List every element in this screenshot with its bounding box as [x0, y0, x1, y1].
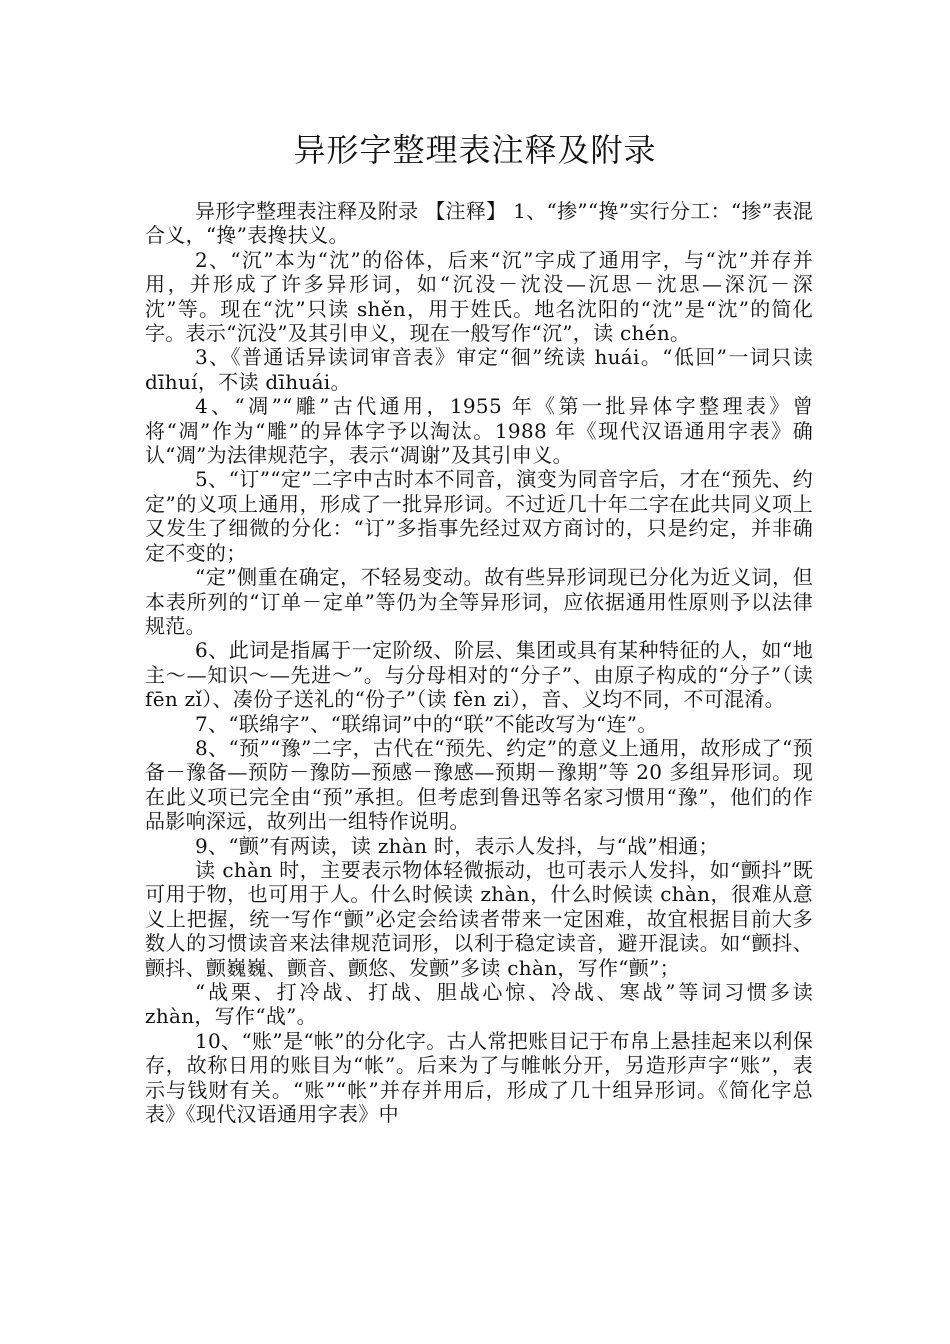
paragraph: 10、“账”是“帐”的分化字。古人常把账目记于布帛上悬挂起来以利保存，故称日用的账目为“帐”。后来为了与帷帐分开，另造形声字“账”，表示与钱财有关。“账”“帐”并存并用后，形成了几十组异形词。《简化字总表》《现代汉语通用字表》中 [145, 1028, 813, 1127]
paragraph: 4、“凋”“雕”古代通用，1955 年《第一批异体字整理表》曾将“凋”作为“雕”的异体字予以淘汰。1988 年《现代汉语通用字表》确认“凋”为法律规范字，表示“凋谢”及其引申义。 [145, 394, 813, 468]
document-body [145, 199, 813, 1126]
paragraph: 5、“订”“定”二字中古时本不同音，演变为同音字后，才在“预先、约定”的义项上通用，形成了一批异形词。不过近几十年二字在此共同义项上又发生了细微的分化：“订”多指事先经过双方商讨的，只是约定，并非确定不变的； [145, 467, 813, 565]
paragraph: 6、此词是指属于一定阶级、阶层、集团或具有某种特征的人，如“地主～—知识～—先进～”。与分母相对的“分子”、由原子构成的“分子”（读 fēn zǐ）、凑份子送礼的“份子”（读 fèn zi），音、义均不同，不可混淆。 [145, 638, 813, 712]
paragraph: 9、“颤”有两读，读 zhàn 时，表示人发抖，与“战”相通； [195, 833, 719, 858]
paragraph: “战栗、打冷战、打战、胆战心惊、冷战、寒战”等词习惯多读 zhàn，写作“战”。 [145, 980, 813, 1029]
paragraph: 7、“联绵字”、“联绵词”中的“联”不能改写为“连”。 [195, 711, 658, 736]
paragraph: “定”侧重在确定，不轻易变动。故有些异形词现已分化为近义词，但本表所列的“订单－定单”等仍为全等异形词，应依据通用性原则予以法律规范。 [145, 565, 813, 638]
paragraph: 3、《普通话异读词审音表》审定“徊”统读 huái。“低回”一词只读 dīhuí，不读 dīhuái。 [145, 345, 813, 394]
paragraph: 8、“预”“豫”二字，古代在“预先、约定”的意义上通用，故形成了“预备－豫备—预防－豫防—预感－豫感—预期－豫期”等 20 多组异形词。现在此义项已完全由“预”承担。但考虑到鲁迅等名家习惯用“豫”，他们的作品影响深远，故列出一组特作说明。 [145, 735, 813, 834]
paragraph: 2、“沉”本为“沈”的俗体，后来“沉”字成了通用字，与“沈”并存并用，并形成了许多异形词，如“沉没－沈没—沉思－沈思—深沉－深沈”等。现在“沈”只读 shěn，用于姓氏。地名沈阳的“沈”是“沈”的简化字。表示“沉没”及其引申义，现在一般写作“沉”，读 chén。 [145, 247, 813, 346]
paragraph: 异形字整理表注释及附录 【注释】 1、“掺”“搀”实行分工：“掺”表混合义，“搀”表搀扶义。 [145, 199, 813, 248]
document-title: 异形字整理表注释及附录 [293, 131, 657, 169]
paragraph: 读 chàn 时，主要表示物体轻微振动，也可表示人发抖，如“颤抖”既可用于物，也可用于人。什么时候读 zhàn，什么时候读 chàn，很难从意义上把握，统一写作“颤”必定会给读者带来一定困难，故宜根据目前大多数人的习惯读音来法律规范词形，以利于稳定读音，避开混读。如“颤抖、颤抖、颤巍巍、颤音、颤悠、发颤”多读 chàn，写作“颤”； [145, 857, 813, 980]
